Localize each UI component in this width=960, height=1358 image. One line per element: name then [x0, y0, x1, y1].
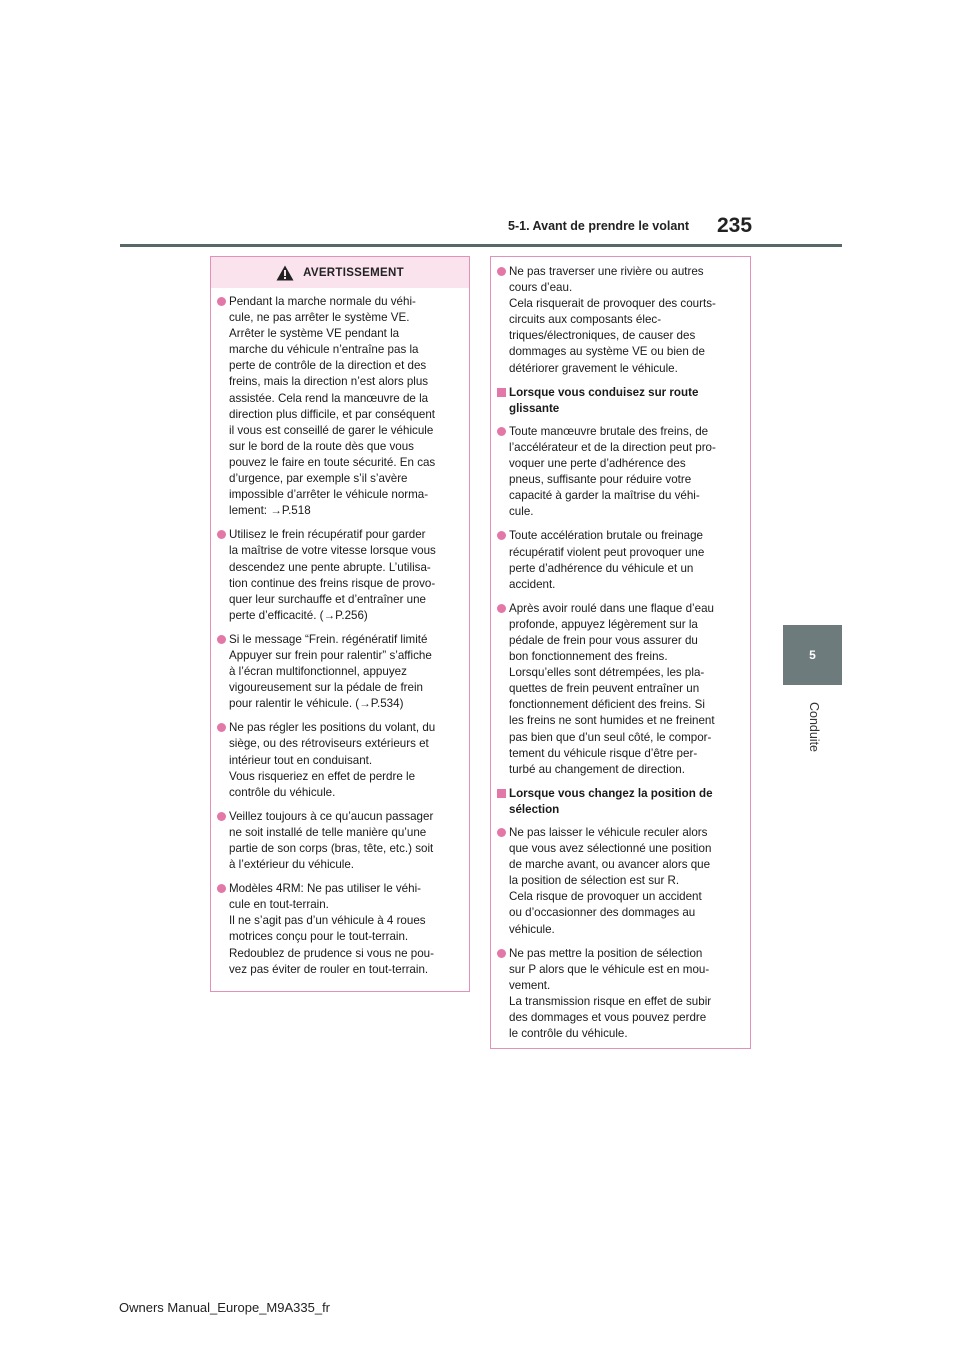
bullet-icon — [497, 267, 506, 276]
item-text: Ne pas mettre la position de sélection sur P alors que le véhicule est en mou- vement. La transmission risque en effet de subir des dommages et vous pouvez perdre le contrôle du véhicule. — [509, 946, 712, 1041]
list-item — [217, 294, 461, 519]
page-number: 235 — [717, 214, 753, 237]
heading-text: Lorsque vous conduisez sur route glissante — [509, 385, 699, 415]
item-text: Toute accélération brutale ou freinage récupératif violent peut provoquer une perte d’adhérence du véhicule et un accident. — [509, 529, 705, 591]
list-item — [497, 601, 742, 778]
item-text: Après avoir roulé dans une flaque d’eau profonde, appuyez légèrement sur la pédale de frein pour vous assurer du bon fonctionnement des freins. Lorsqu’elles sont détrempées, les pla- quettes de frein peuvent entraîner un fonctionnement déficient des freins. Si les freins ne sont humides et ne freinent pas bien que d’un seul côté, le compor- tement du véhicule risque d’être per- turbé au changement de direction. — [509, 601, 715, 776]
square-bullet-icon — [497, 388, 506, 397]
bullet-icon — [497, 427, 506, 436]
bullet-icon — [217, 297, 226, 306]
bullet-icon — [217, 812, 226, 821]
header-rule — [120, 244, 842, 247]
warning-title: AVERTISSEMENT — [303, 266, 404, 279]
bullet-icon — [217, 884, 226, 893]
bullet-icon — [497, 828, 506, 837]
bullet-icon — [497, 531, 506, 540]
warning-content-right — [491, 257, 750, 1042]
list-item — [497, 825, 742, 938]
item-text: Toute manœuvre brutale des freins, de l’accélérateur et de la direction peut pro- voquer une perte d’adhérence des pneus, suffisante pour réduire votre capacité à garder la maîtrise du véhi- cule. — [509, 424, 716, 519]
bullet-icon — [217, 635, 226, 644]
list-item — [217, 527, 461, 624]
footer-text: Owners Manual_Europe_M9A335_fr — [119, 1300, 331, 1315]
bullet-icon — [217, 723, 226, 732]
list-item — [497, 946, 742, 1043]
chapter-label-text: Conduite — [807, 701, 822, 753]
item-text: Ne pas laisser le véhicule reculer alors que vous avez sélectionné une position de marche avant, ou avancer alors que la position de sélection est sur R. Cela risque de provoquer un accident ou d’occasionner des dommages au véhicule. — [509, 826, 712, 936]
warning-box-right — [490, 256, 751, 1049]
list-item — [217, 720, 461, 800]
list-item — [497, 528, 742, 592]
heading-text: Lorsque vous changez la position de sélection — [509, 786, 713, 816]
subsection-heading-shift — [497, 786, 742, 818]
item-text: Pendant la marche normale du véhi- cule, ne pas arrêter le système VE. Arrêter le système VE pendant la marche du véhicule n’entraîne pas la perte de contrôle de la direction et des freins, mais la direction n’est alors plus assistée. Cela rend la manœuvre de la direction plus difficile, et par conséquent il vous est conseillé de garer le véhicule sur le bord de la route dès que vous pouvez le faire en toute sécurité. En cas d’urgence, par exemple s’il s’avère impossible d’arrêter le véhicule norma- lement: →P.518 — [229, 295, 436, 518]
list-item — [217, 632, 461, 712]
warning-content-left — [211, 288, 469, 978]
square-bullet-icon — [497, 789, 506, 798]
chapter-label — [804, 692, 824, 762]
warning-box-left — [210, 256, 470, 992]
item-text: Ne pas régler les positions du volant, du siège, ou des rétroviseurs extérieurs et intérieur tout en conduisant. Vous risqueriez en effet de perdre le contrôle du véhicule. — [229, 721, 436, 799]
bullet-icon — [497, 604, 506, 613]
warning-triangle-icon — [276, 265, 294, 281]
item-text: Si le message “Frein. régénératif limité Appuyer sur frein pour ralentir” s’affiche à l’écran multifonctionnel, appuyez vigoureusement sur la pédale de frein pour ralentir le véhicule. (→P.534) — [229, 632, 432, 711]
chapter-tab: 5 — [783, 625, 842, 685]
list-item — [497, 264, 742, 377]
item-text: Modèles 4RM: Ne pas utiliser le véhi- cule en tout-terrain. Il ne s’agit pas d’un véhicule à 4 roues motrices conçu pour le tout-terrain. Redoublez de prudence si vous ne pou- vez pas éviter de rouler en tout-terrain. — [229, 882, 434, 976]
list-item — [217, 809, 461, 873]
item-text: Ne pas traverser une rivière ou autres cours d’eau. Cela risquerait de provoquer des courts- circuits aux composants élec- triques/électroniques, de causer des dommages au système VE ou bien de détériorer gravement le véhicule. — [509, 265, 716, 375]
item-text: Veillez toujours à ce qu’aucun passager ne soit installé de telle manière qu’une partie de son corps (bras, tête, etc.) soit à l’extérieur du véhicule. — [229, 809, 434, 872]
list-item — [217, 881, 461, 978]
bullet-icon — [217, 530, 226, 539]
subsection-heading-slippery — [497, 385, 742, 417]
section-title: 5-1. Avant de prendre le volant — [508, 219, 690, 233]
bullet-icon — [497, 949, 506, 958]
item-text: Utilisez le frein récupératif pour garder la maîtrise de votre vitesse lorsque vous descendez une pente abrupte. L’utilisa- tion continue des freins risque de provo- quer leur surchauffe et d’entraîner une perte d’efficacité. (→P.256) — [229, 528, 436, 622]
list-item — [497, 424, 742, 521]
warning-header — [211, 257, 469, 288]
